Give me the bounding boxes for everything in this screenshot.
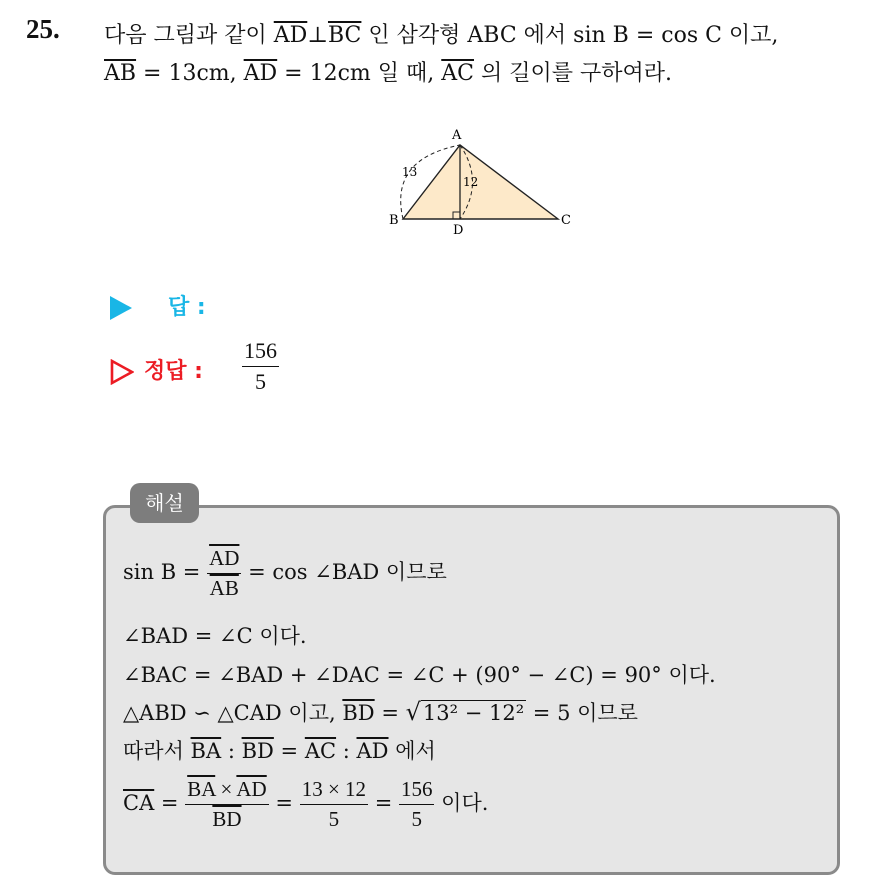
- triangle-diagram: [385, 125, 585, 245]
- segment-bc: $\overline{BC}$: [327, 23, 362, 48]
- exp6-f1-segment-ad: $\overline{AD}$: [236, 777, 267, 801]
- exp5-segment-ac: $\overline{AC}$: [304, 739, 337, 763]
- answer-fraction: [242, 338, 279, 395]
- answer-blank-label: 답 :: [168, 295, 206, 320]
- answer-denominator: 5: [255, 369, 266, 394]
- exp5-colon-1: :: [221, 739, 242, 763]
- ab-value: = 13cm,: [136, 61, 244, 86]
- exp4-pre: △ABD ∽ △CAD 이고,: [123, 701, 343, 725]
- question-line-1: [104, 18, 778, 49]
- explanation-line-5: [123, 735, 436, 765]
- explanation-line-3: ∠BAC = ∠BAD + ∠DAC = ∠C + (90° − ∠C) = 90° 이다.: [123, 663, 716, 687]
- exp6-f1-numerator: [185, 777, 269, 805]
- exp6-post: 이다.: [434, 791, 489, 815]
- question-number: 25.: [26, 14, 60, 44]
- question-line-2: [104, 56, 672, 87]
- exp5-post: 에서: [388, 739, 436, 763]
- label-ad-length: 12: [463, 175, 479, 189]
- explanation-line-2: ∠BAD = ∠C 이다.: [123, 624, 307, 648]
- segment-ac: $\overline{AC}$: [441, 61, 474, 86]
- label-ab-length: 13: [402, 165, 418, 179]
- exp6-f1-times: ×: [215, 777, 237, 801]
- label-c: C: [561, 213, 571, 228]
- perpendicular-symbol: ⊥: [307, 23, 328, 48]
- exp1-numerator: $\overline{AD}$: [207, 546, 241, 574]
- explanation-tab: 해설: [130, 483, 199, 523]
- exp5-colon-2: :: [336, 739, 357, 763]
- label-b: B: [389, 213, 399, 228]
- triangle-figure: [385, 125, 585, 249]
- segment-ad: $\overline{AD}$: [273, 23, 308, 48]
- answer-blank-row: [110, 290, 206, 321]
- exp4-post: = 5 이므로: [526, 701, 638, 725]
- exp4-eq: =: [374, 701, 406, 725]
- exp5-segment-ba: $\overline{BA}$: [190, 739, 222, 763]
- question-condition: 인 삼각형 ABC 에서 sin B = cos C 이고,: [361, 23, 779, 48]
- exp6-f1-denominator: BD: [212, 807, 242, 831]
- exp1-rhs: = cos ∠BAD 이므로: [241, 560, 447, 584]
- exp6-fraction-2: [300, 777, 368, 832]
- exp6-f2-denominator: 5: [328, 807, 340, 831]
- explanation-line-1: [123, 546, 447, 601]
- exp6-f3-numerator: 156: [399, 777, 435, 805]
- exp5-segment-ad: $\overline{AD}$: [356, 739, 389, 763]
- exp1-lhs: sin B =: [123, 560, 208, 584]
- exp6-f3-denominator: 5: [411, 807, 422, 831]
- exp6-f1-segment-ba: $\overline{BA}$: [187, 777, 216, 801]
- answer-numerator: 156: [242, 338, 279, 367]
- explanation-line-4: [123, 697, 638, 727]
- radical-sign: √: [405, 698, 421, 726]
- radicand: 13² − 12²: [422, 701, 525, 725]
- exp6-eq-1: =: [154, 791, 186, 815]
- question-ask: 의 길이를 구하여라.: [474, 61, 672, 86]
- explanation-line-6: [123, 777, 488, 832]
- exp6-f2-numerator: 13 × 12: [300, 777, 368, 805]
- exp1-denominator: AB: [209, 576, 239, 600]
- label-a: A: [452, 128, 462, 143]
- label-d: D: [453, 223, 464, 238]
- correct-answer-value: [242, 338, 279, 395]
- filled-triangle-icon: [110, 296, 132, 320]
- outline-triangle-icon: [110, 359, 134, 385]
- exp5-pre: 따라서: [123, 739, 191, 763]
- ad-value: = 12cm 일 때,: [277, 61, 442, 86]
- exp1-fraction: [207, 546, 241, 601]
- correct-answer-label: 정답 :: [144, 359, 203, 384]
- segment-ad: $\overline{AD}$: [243, 61, 278, 86]
- triangle-abc: [403, 145, 558, 219]
- exp4-segment-bd: $\overline{BD}$: [342, 701, 375, 725]
- correct-answer-row: [110, 354, 203, 385]
- exp6-fraction-1: [185, 777, 269, 832]
- question-intro: 다음 그림과 같이: [104, 23, 274, 48]
- exp6-fraction-3: [399, 777, 435, 832]
- exp6-eq-3: =: [368, 791, 399, 815]
- exp5-eq: =: [273, 739, 305, 763]
- exp5-segment-bd: $\overline{BD}$: [241, 739, 274, 763]
- exp6-segment-ca: $\overline{CA}$: [123, 791, 155, 815]
- exp6-eq-2: =: [268, 791, 300, 815]
- segment-ab: $\overline{AB}$: [104, 61, 137, 86]
